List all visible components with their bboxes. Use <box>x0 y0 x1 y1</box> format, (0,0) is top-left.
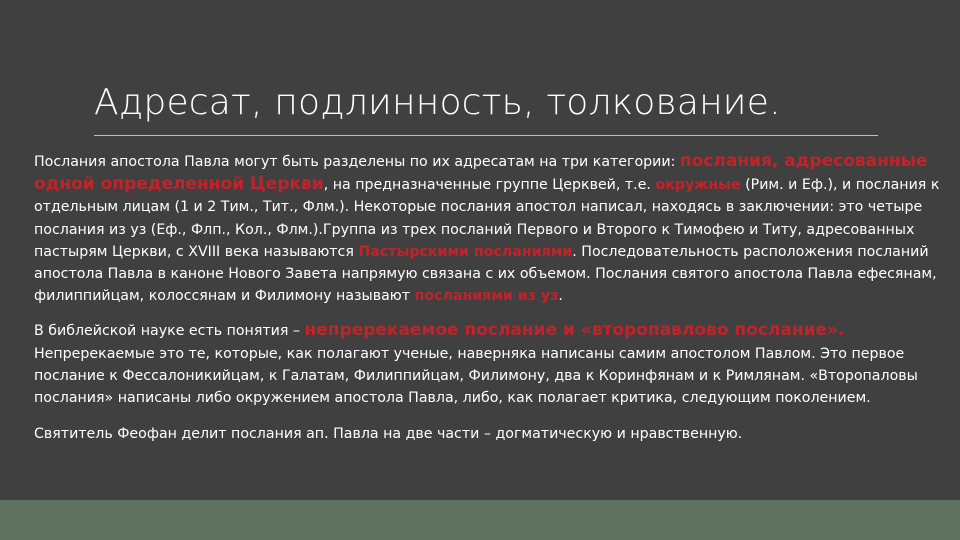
text: , на предназначенные группе Церквей, т.е. <box>323 177 656 194</box>
text: Святитель Феофан делит послания ап. Павла на две части – догматическую и нравственную. <box>34 426 743 443</box>
slide-title: Адресат, подлинность, толкование. <box>94 82 781 123</box>
paragraph-feofan <box>34 423 940 445</box>
text: . Последовательность расположения посланий апостола Павла в каноне Нового Завета напрямую связана с их объемом. Послания святого апостола Павла ефесянам, филиппийцам, колоссянам и Филимону называют <box>34 243 937 305</box>
slide-body <box>34 150 940 445</box>
text: . <box>558 288 563 305</box>
text: Послания апостола Павла могут быть разделены по их адресатам на три категории: <box>34 154 680 170</box>
paragraph-undisputed <box>34 319 940 409</box>
highlight-undisputed: непререкаемое послание и «второпавлово послание». <box>304 320 845 341</box>
highlight-pastoral: Пастырскими посланиями <box>358 243 573 260</box>
text: В библейской науке есть понятия – <box>34 323 305 340</box>
highlight-circular: окружные <box>655 177 741 194</box>
text: (Рим. и Еф.), и послания к отдельным лицам (1 и 2 Тим., Тит., Флм.). Некоторые послания апостол написал, находясь в заключении: это четыре послания из уз (Еф., Флп., Кол., Флм.).Группа из трех посланий Первого и Второго к Тимофею и Титу, адресованных пастырям Церкви, с XVIII века называются <box>34 177 940 260</box>
text: Непререкаемые это те, которые, как полагают ученые, наверняка написаны самим апостолом Павлом. Это первое послание к Фессалоникийцам, к Галатам, Филиппийцам, Филимону, два к Коринфянам и к Римлянам. «Второпаловы послания» написаны либо окружением апостола Павла, либо, как полагает критика, следующим поколением. <box>34 345 918 407</box>
highlight-church-epistles: послания, адресованные одной определенной Церкви <box>34 151 928 195</box>
paragraph-categories <box>34 150 940 307</box>
title-divider <box>94 135 878 136</box>
highlight-prison: посланиями из уз <box>414 288 559 305</box>
footer-bar <box>0 500 960 540</box>
